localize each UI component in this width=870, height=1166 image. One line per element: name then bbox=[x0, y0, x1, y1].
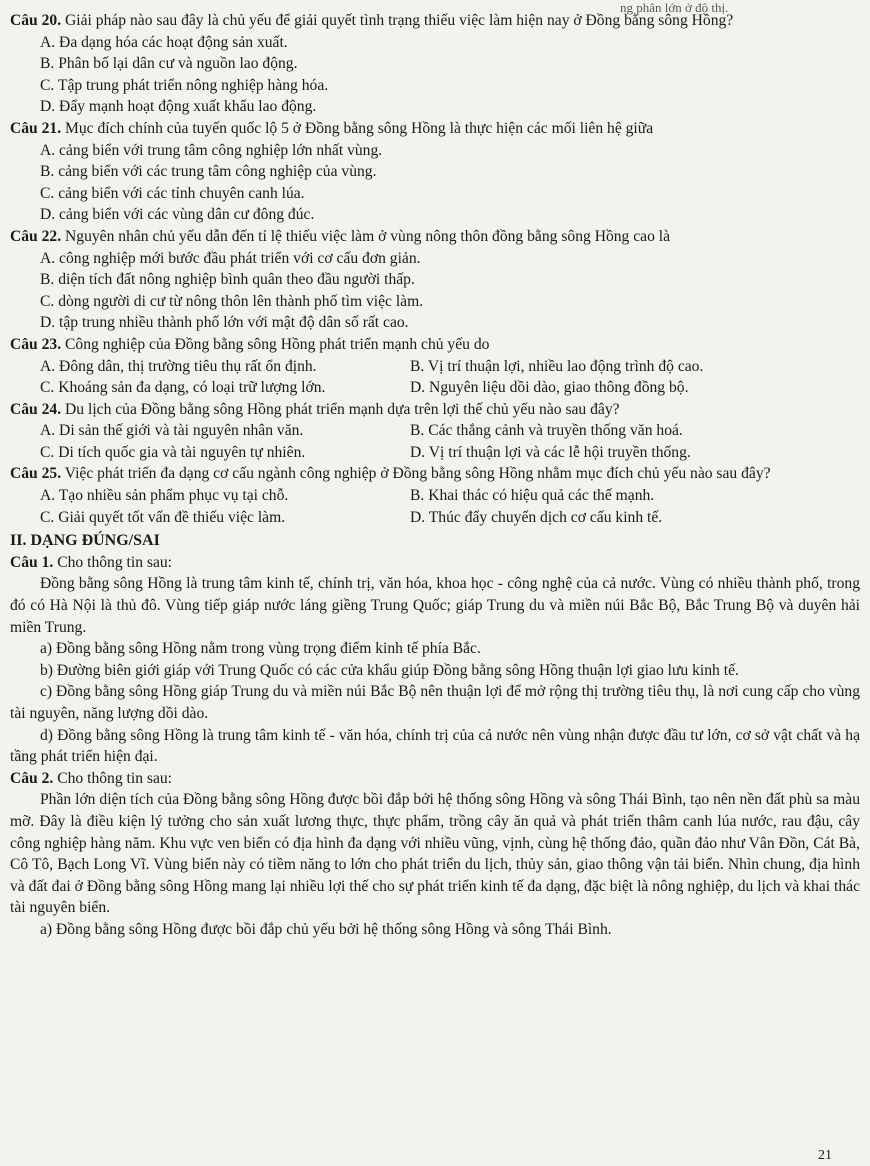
question-label: Câu 2. bbox=[10, 769, 54, 787]
options-row bbox=[10, 507, 860, 529]
question-text: Việc phát triển đa dạng cơ cấu ngành công nghiệp ở Đồng bằng sông Hồng nhằm mục đích chủ yếu nào sau đây? bbox=[61, 465, 771, 483]
statement-b: b) Đường biên giới giáp với Trung Quốc có các cửa khẩu giúp Đồng bằng sông Hồng thuận lợi giao lưu kinh tế. bbox=[40, 661, 739, 679]
tf-question-1 bbox=[10, 552, 860, 574]
question-text: Cho thông tin sau: bbox=[53, 769, 173, 787]
question-20 bbox=[10, 10, 860, 32]
option-c: C. cảng biển với các tỉnh chuyên canh lúa. bbox=[40, 184, 305, 202]
option-b: B. Phân bố lại dân cư và nguồn lao động. bbox=[40, 55, 298, 73]
options-row bbox=[10, 485, 860, 507]
option-c: C. dòng người di cư từ nông thôn lên thành phố tìm việc làm. bbox=[40, 292, 424, 310]
page-number: 21 bbox=[818, 1148, 832, 1163]
statement-c: c) Đồng bằng sông Hồng giáp Trung du và miền núi Bắc Bộ nên thuận lợi để mở rộng thị trường tiêu thụ, là nơi cung cấp cho vùng tài nguyên, năng lượng dồi dào. bbox=[10, 683, 860, 722]
options-row bbox=[10, 377, 860, 399]
question-label: Câu 23. bbox=[10, 335, 62, 353]
option-d: D. cảng biển với các vùng dân cư đông đúc. bbox=[40, 206, 315, 224]
option-d: D. Nguyên liệu dồi dào, giao thông đồng bộ. bbox=[410, 379, 689, 397]
question-label: Câu 22. bbox=[10, 227, 62, 245]
question-23 bbox=[10, 334, 860, 356]
question-21 bbox=[10, 118, 860, 140]
question-text: Du lịch của Đồng bằng sông Hồng phát triển mạnh dựa trên lợi thế chủ yếu nào sau đây? bbox=[61, 400, 620, 418]
option-d: D. tập trung nhiều thành phố lớn với mật độ dân số rất cao. bbox=[40, 314, 409, 332]
tf-question-2 bbox=[10, 768, 860, 790]
options-row bbox=[10, 420, 860, 442]
option-b: B. Vị trí thuận lợi, nhiều lao động trình độ cao. bbox=[410, 357, 704, 375]
option-c: C. Di tích quốc gia và tài nguyên tự nhiên. bbox=[40, 443, 306, 461]
question-text: Nguyên nhân chủ yếu dẫn đến tỉ lệ thiếu việc làm ở vùng nông thôn đồng bằng sông Hồng cao là bbox=[61, 227, 671, 245]
option-d: D. Vị trí thuận lợi và các lễ hội truyền thống. bbox=[410, 443, 691, 461]
question-24 bbox=[10, 399, 860, 421]
option-b: B. Khai thác có hiệu quả các thế mạnh. bbox=[410, 487, 655, 505]
question-text: Giải pháp nào sau đây là chủ yếu để giải quyết tình trạng thiếu việc làm hiện nay ở Đồng bằng sông Hồng? bbox=[61, 12, 734, 29]
statement-a: a) Đồng bằng sông Hồng nằm trong vùng trọng điểm kinh tế phía Bắc. bbox=[40, 640, 481, 658]
header-fragment: ng phân lớn ở đô thị. bbox=[620, 0, 729, 15]
option-d: D. Đẩy mạnh hoạt động xuất khẩu lao động. bbox=[40, 98, 317, 116]
option-a: A. cảng biển với trung tâm công nghiệp lớn nhất vùng. bbox=[40, 141, 383, 159]
option-b: B. cảng biển với các trung tâm công nghiệp của vùng. bbox=[40, 163, 377, 181]
option-a: A. Di sản thế giới và tài nguyên nhân văn. bbox=[40, 422, 304, 440]
statement-d: d) Đồng bằng sông Hồng là trung tâm kinh tế - văn hóa, chính trị của cả nước nên vùng nhận được đầu tư lớn, cơ sở vật chất và hạ tầng phát triển hiện đại. bbox=[10, 726, 860, 766]
question-22 bbox=[10, 226, 860, 248]
question-label: Câu 24. bbox=[10, 400, 62, 418]
question-text: Mục đích chính của tuyến quốc lộ 5 ở Đồng bằng sông Hồng là thực hiện các mối liên hệ giữa bbox=[61, 119, 654, 137]
option-b: B. Các thắng cảnh và truyền thống văn hoá. bbox=[410, 422, 683, 440]
option-c: C. Tập trung phát triển nông nghiệp hàng hóa. bbox=[40, 76, 329, 94]
option-c: C. Giải quyết tốt vấn đề thiếu việc làm. bbox=[40, 508, 286, 526]
option-a: A. công nghiệp mới bước đầu phát triển với cơ cấu đơn giản. bbox=[40, 249, 421, 267]
option-c: C. Khoáng sản đa dạng, có loại trữ lượng lớn. bbox=[40, 379, 326, 397]
option-a: A. Đông dân, thị trường tiêu thụ rất ổn định. bbox=[40, 357, 317, 375]
question-25 bbox=[10, 463, 860, 485]
option-d: D. Thúc đẩy chuyển dịch cơ cấu kinh tế. bbox=[410, 508, 663, 526]
options-row bbox=[10, 356, 860, 378]
info-paragraph: Phần lớn diện tích của Đồng bằng sông Hồng được bồi đắp bởi hệ thống sông Hồng và sông Thái Bình, tạo nên nền đất phù sa màu mỡ. Đây là điều kiện lý tưởng cho sản xuất lương thực, thực phẩm, trồng cây ăn quả và phát triển thâm canh lúa nước, rau đậu, cây công nghiệp hàng năm. Khu vực ven biển có địa hình đa dạng với nhiều vũng, vịnh, cùng hệ thống đảo, quần đảo như Vân Đồn, Cát Bà, Cô Tô, Bạch Long Vĩ. Vùng biển này có tiềm năng to lớn cho phát triển du lịch, thủy sản, giao thông vận tải biển. Nhìn chung, địa hình và đất đai ở Đồng bằng sông Hồng mang lại nhiều lợi thế cho sự phát triển kinh tế đa dạng, đặc biệt là nông nghiệp, du lịch và khai thác tài nguyên biển. bbox=[10, 791, 860, 917]
question-label: Câu 20. bbox=[10, 12, 62, 29]
options-row bbox=[10, 442, 860, 464]
option-a: A. Tạo nhiều sản phẩm phục vụ tại chỗ. bbox=[40, 487, 289, 505]
question-label: Câu 25. bbox=[10, 465, 62, 483]
info-paragraph: Đồng bằng sông Hồng là trung tâm kinh tế, chính trị, văn hóa, khoa học - công nghệ của cả nước. Vùng có nhiều thành phố, trong đó có Hà Nội là thủ đô. Vùng tiếp giáp nước láng giềng Trung Quốc; giáp Trung du và miền núi Bắc Bộ, Bắc Trung Bộ và duyên hải miền Trung. bbox=[10, 575, 860, 636]
statement-a: a) Đồng bằng sông Hồng được bồi đắp chủ yếu bởi hệ thống sông Hồng và sông Thái Bình. bbox=[40, 920, 612, 938]
option-a: A. Đa dạng hóa các hoạt động sản xuất. bbox=[40, 33, 288, 51]
question-label: Câu 1. bbox=[10, 553, 54, 571]
section-heading: II. DẠNG ĐÚNG/SAI bbox=[10, 532, 160, 550]
document-body bbox=[10, 10, 860, 941]
option-b: B. diện tích đất nông nghiệp bình quân theo đầu người thấp. bbox=[40, 271, 415, 289]
question-text: Công nghiệp của Đồng bằng sông Hồng phát triển mạnh chủ yếu do bbox=[61, 335, 490, 353]
question-text: Cho thông tin sau: bbox=[53, 553, 173, 571]
question-label: Câu 21. bbox=[10, 119, 62, 137]
